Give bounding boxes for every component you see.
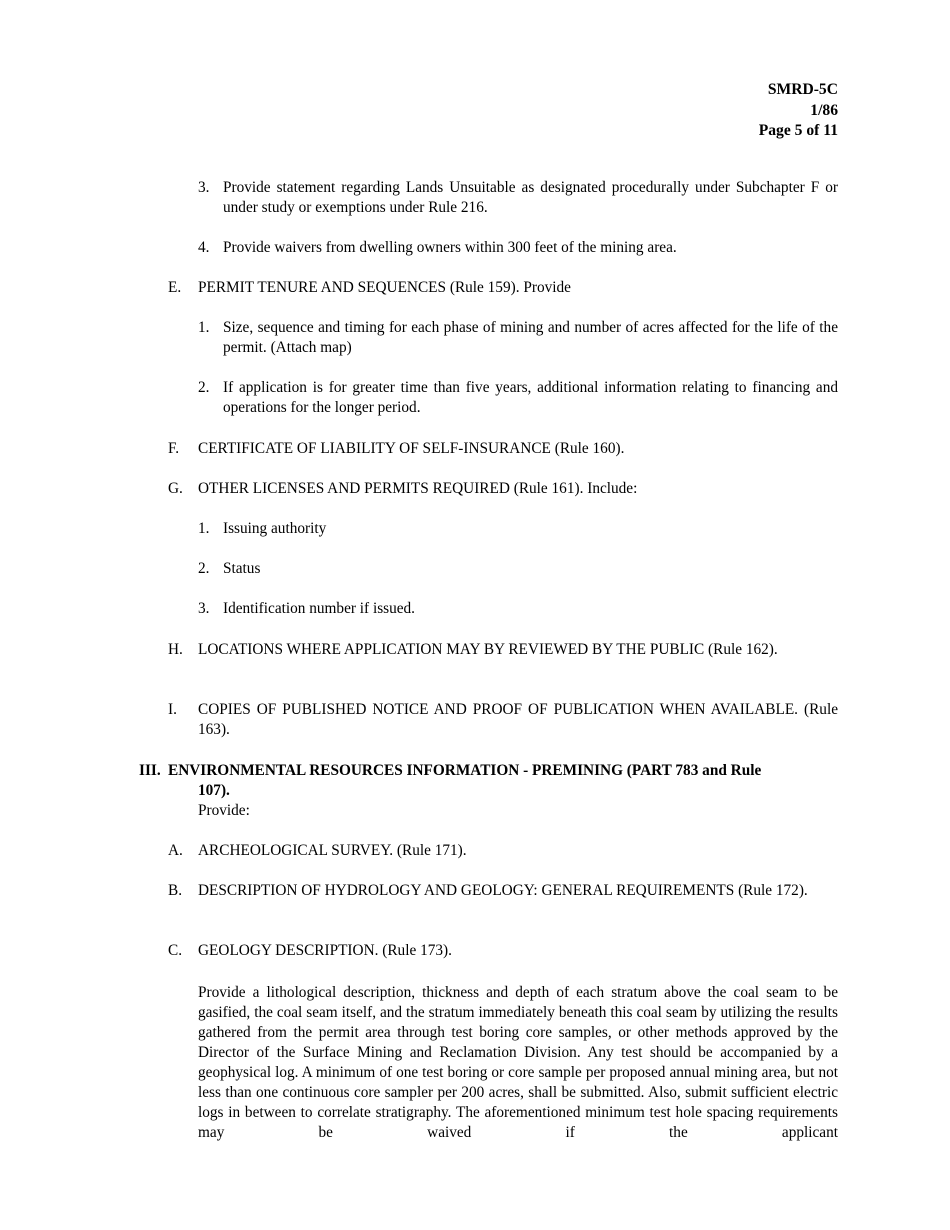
section-marker: I.: [168, 701, 177, 718]
section-marker: C.: [168, 942, 183, 959]
item-text: Size, sequence and timing for each phase of mining and number of acres affected for the life of the permit. (Attach map): [223, 319, 838, 356]
section-heading: PERMIT TENURE AND SEQUENCES (Rule 159). Provide: [198, 279, 571, 296]
item-marker: 3.: [198, 600, 210, 617]
item-text: Issuing authority: [223, 520, 327, 537]
section-marker: F.: [168, 440, 180, 457]
item-marker: 2.: [198, 560, 210, 577]
section-marker: H.: [168, 641, 183, 658]
item-text: Status: [223, 560, 261, 577]
section-marker: B.: [168, 882, 183, 899]
part-heading-line2: 107).: [198, 782, 230, 799]
section-heading: COPIES OF PUBLISHED NOTICE AND PROOF OF PUBLICATION WHEN AVAILABLE. (Rule 163).: [198, 701, 838, 738]
section-marker: E.: [168, 279, 182, 296]
section-heading: DESCRIPTION OF HYDROLOGY AND GEOLOGY: GENERAL REQUIREMENTS (Rule 172).: [198, 882, 808, 899]
item-marker: 2.: [198, 379, 210, 396]
part-heading: [168, 761, 838, 801]
section-heading: ARCHEOLOGICAL SURVEY. (Rule 171).: [198, 842, 467, 859]
part-heading-line1: ENVIRONMENTAL RESOURCES INFORMATION - PREMINING (PART 783 and Rule: [168, 762, 762, 779]
section-heading: GEOLOGY DESCRIPTION. (Rule 173).: [198, 942, 452, 959]
section-marker: G.: [168, 480, 183, 497]
item-marker: 4.: [198, 239, 210, 256]
form-id: SMRD-5C: [767, 81, 838, 98]
part-marker: III.: [139, 762, 161, 779]
item-text: Identification number if issued.: [223, 600, 416, 617]
item-marker: 1.: [198, 319, 210, 336]
section-heading: LOCATIONS WHERE APPLICATION MAY BY REVIEWED BY THE PUBLIC (Rule 162).: [198, 641, 778, 658]
document-header: [759, 80, 838, 142]
provide-label: Provide:: [198, 802, 250, 819]
geology-paragraph: Provide a lithological description, thickness and depth of each stratum above the coal seam to be gasified, the coal seam itself, and the stratum immediately beneath this coal seam by utilizing the results gathered from the permit area through test boring core samples, or other methods approved by the Director of the Surface Mining and Reclamation Division. Any test should be accompanied by a geophysical log. A minimum of one test boring or core sample per proposed annual mining area, but not less than one continuous core sampler per 200 acres, shall be submitted. Also, submit sufficient electric logs in between to correlate stratigraphy. The aforementioned minimum test hole spacing requirements may be waived if the applicant: [198, 984, 838, 1141]
form-date: 1/86: [810, 101, 838, 119]
page-number: Page 5 of 11: [758, 122, 838, 139]
section-heading: OTHER LICENSES AND PERMITS REQUIRED (Rule 161). Include:: [198, 480, 638, 497]
section-marker: A.: [168, 842, 183, 859]
item-marker: 3.: [198, 179, 210, 196]
item-text: Provide waivers from dwelling owners within 300 feet of the mining area.: [223, 239, 677, 256]
item-text: Provide statement regarding Lands Unsuitable as designated procedurally under Subchapter F or under study or exemptions under Rule 216.: [223, 179, 838, 216]
item-text: If application is for greater time than five years, additional information relating to financing and operations for the longer period.: [223, 379, 838, 416]
item-marker: 1.: [198, 520, 210, 537]
section-heading: CERTIFICATE OF LIABILITY OF SELF-INSURANCE (Rule 160).: [198, 440, 625, 457]
